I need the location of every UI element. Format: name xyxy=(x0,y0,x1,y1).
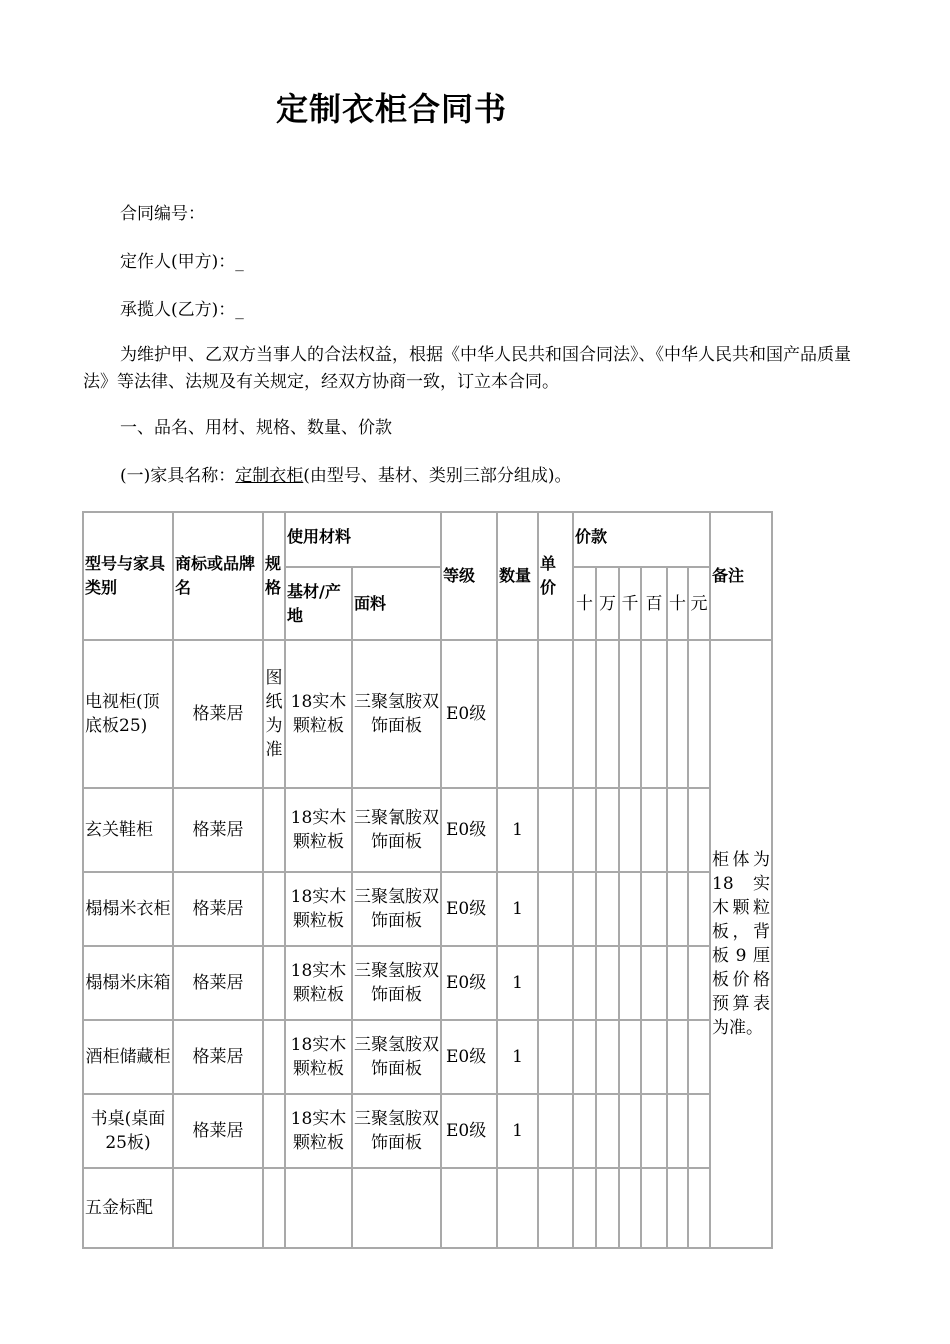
cell-amount-digit xyxy=(667,1020,688,1094)
cell-model: 电视柜(顶底板25) xyxy=(83,640,173,788)
cell-amount-digit xyxy=(573,788,596,872)
cell-quantity xyxy=(497,640,538,788)
document-title: 定制衣柜合同书 xyxy=(276,90,508,128)
place-ten-thousands-x10: 十 xyxy=(573,567,596,640)
cell-model: 五金标配 xyxy=(83,1168,173,1248)
cell-amount-digit xyxy=(596,1168,619,1248)
cell-amount-digit xyxy=(641,872,667,946)
party-a-blank: _ xyxy=(235,252,244,272)
cell-spec xyxy=(263,1094,285,1168)
cell-amount-digit xyxy=(688,1168,710,1248)
table-row xyxy=(83,1168,772,1248)
cell-spec xyxy=(263,1168,285,1248)
cell-substrate: 18实木颗粒板 xyxy=(285,872,352,946)
party-a-line xyxy=(120,250,244,274)
party-b-label: 承揽人(乙方)： xyxy=(120,300,236,320)
cell-grade: E0级 xyxy=(441,1094,497,1168)
cell-amount-digit xyxy=(688,788,710,872)
cell-amount-digit xyxy=(596,1094,619,1168)
header-note: 备注 xyxy=(710,512,772,640)
cell-grade: E0级 xyxy=(441,640,497,788)
cell-model: 酒柜储藏柜 xyxy=(83,1020,173,1094)
cell-note: 柜体为18 实木颗粒板，背板9厘板价格预算表为准。 xyxy=(710,640,772,1248)
item-1-name: 定制衣柜 xyxy=(235,466,304,486)
cell-amount-digit xyxy=(596,1020,619,1094)
product-table xyxy=(82,511,773,1249)
contract-number-line xyxy=(120,202,205,226)
cell-amount-digit xyxy=(688,872,710,946)
cell-quantity: 1 xyxy=(497,946,538,1020)
cell-amount-digit xyxy=(667,1094,688,1168)
cell-amount-digit xyxy=(688,946,710,1020)
cell-substrate xyxy=(285,1168,352,1248)
cell-spec xyxy=(263,1020,285,1094)
cell-amount-digit xyxy=(573,872,596,946)
contract-number-label: 合同编号： xyxy=(120,204,205,224)
cell-unit-price xyxy=(538,1094,573,1168)
cell-grade: E0级 xyxy=(441,788,497,872)
cell-amount-digit xyxy=(619,640,641,788)
cell-amount-digit xyxy=(573,946,596,1020)
cell-quantity: 1 xyxy=(497,1020,538,1094)
cell-amount-digit xyxy=(688,1020,710,1094)
cell-amount-digit xyxy=(596,872,619,946)
cell-amount-digit xyxy=(596,640,619,788)
cell-spec xyxy=(263,946,285,1020)
cell-facing: 三聚氢胺双饰面板 xyxy=(352,872,441,946)
cell-brand: 格莱居 xyxy=(173,1020,263,1094)
cell-amount-digit xyxy=(619,1094,641,1168)
cell-amount-digit xyxy=(667,788,688,872)
cell-grade xyxy=(441,1168,497,1248)
cell-facing: 三聚氢胺双饰面板 xyxy=(352,1020,441,1094)
cell-amount-digit xyxy=(667,640,688,788)
cell-grade: E0级 xyxy=(441,872,497,946)
table-row xyxy=(83,788,772,872)
header-facing: 面料 xyxy=(352,567,441,640)
header-model: 型号与家具类别 xyxy=(83,512,173,640)
party-a-label: 定作人(甲方)： xyxy=(120,252,236,272)
cell-unit-price xyxy=(538,1020,573,1094)
cell-amount-digit xyxy=(667,946,688,1020)
party-b-blank: _ xyxy=(235,300,244,320)
place-hundreds: 百 xyxy=(641,567,667,640)
table-row xyxy=(83,1094,772,1168)
cell-unit-price xyxy=(538,788,573,872)
cell-substrate: 18实木颗粒板 xyxy=(285,788,352,872)
table-row xyxy=(83,872,772,946)
cell-brand: 格莱居 xyxy=(173,640,263,788)
cell-spec: 图纸为准 xyxy=(263,640,285,788)
cell-amount-digit xyxy=(641,1020,667,1094)
cell-model: 榻榻米床箱 xyxy=(83,946,173,1020)
cell-amount-digit xyxy=(641,946,667,1020)
place-tens: 十 xyxy=(667,567,688,640)
cell-model: 玄关鞋柜 xyxy=(83,788,173,872)
cell-unit-price xyxy=(538,946,573,1020)
header-quantity: 数量 xyxy=(497,512,538,640)
cell-brand xyxy=(173,1168,263,1248)
cell-quantity: 1 xyxy=(497,1094,538,1168)
cell-amount-digit xyxy=(619,788,641,872)
cell-amount-digit xyxy=(573,1020,596,1094)
cell-unit-price xyxy=(538,1168,573,1248)
header-substrate: 基材/产地 xyxy=(285,567,352,640)
cell-amount-digit xyxy=(619,1020,641,1094)
preamble-paragraph: 为维护甲、乙双方当事人的合法权益，根据《中华人民共和国合同法》、《中华人民共和国产品质量法》等法律、法规及有关规定，经双方协商一致，订立本合同。 xyxy=(83,345,851,392)
cell-facing: 三聚氢胺双饰面板 xyxy=(352,946,441,1020)
cell-spec xyxy=(263,872,285,946)
cell-model: 榻榻米衣柜 xyxy=(83,872,173,946)
header-brand: 商标或品牌名 xyxy=(173,512,263,640)
cell-amount-digit xyxy=(688,1094,710,1168)
place-thousands: 千 xyxy=(619,567,641,640)
cell-quantity: 1 xyxy=(497,788,538,872)
cell-unit-price xyxy=(538,640,573,788)
section-1-heading: 一、品名、用材、规格、数量、价款 xyxy=(120,418,392,438)
cell-substrate: 18实木颗粒板 xyxy=(285,946,352,1020)
cell-amount-digit xyxy=(596,946,619,1020)
item-1-suffix: (由型号、基材、类别三部分组成)。 xyxy=(303,466,572,486)
cell-facing xyxy=(352,1168,441,1248)
header-spec: 规格 xyxy=(263,512,285,640)
cell-facing: 三聚氢胺双饰面板 xyxy=(352,640,441,788)
cell-amount-digit xyxy=(641,1168,667,1248)
cell-amount-digit xyxy=(667,1168,688,1248)
cell-amount-digit xyxy=(641,640,667,788)
cell-brand: 格莱居 xyxy=(173,788,263,872)
table-row xyxy=(83,640,772,788)
place-ten-thousands: 万 xyxy=(596,567,619,640)
table-row xyxy=(83,1020,772,1094)
header-grade: 等级 xyxy=(441,512,497,640)
cell-amount-digit xyxy=(688,640,710,788)
item-1-line xyxy=(120,464,572,488)
cell-quantity: 1 xyxy=(497,872,538,946)
header-amount: 价款 xyxy=(573,512,710,567)
table-row xyxy=(83,946,772,1020)
cell-amount-digit xyxy=(573,1168,596,1248)
cell-amount-digit xyxy=(641,788,667,872)
cell-model: 书桌(桌面25板) xyxy=(83,1094,173,1168)
cell-grade: E0级 xyxy=(441,946,497,1020)
cell-amount-digit xyxy=(619,872,641,946)
cell-amount-digit xyxy=(573,1094,596,1168)
cell-brand: 格莱居 xyxy=(173,946,263,1020)
cell-substrate: 18实木颗粒板 xyxy=(285,1094,352,1168)
cell-unit-price xyxy=(538,872,573,946)
cell-spec xyxy=(263,788,285,872)
cell-amount-digit xyxy=(596,788,619,872)
cell-brand: 格莱居 xyxy=(173,1094,263,1168)
cell-amount-digit xyxy=(619,946,641,1020)
cell-brand: 格莱居 xyxy=(173,872,263,946)
cell-grade: E0级 xyxy=(441,1020,497,1094)
party-b-line xyxy=(120,298,244,322)
place-yuan: 元 xyxy=(688,567,710,640)
item-1-prefix: (一)家具名称： xyxy=(120,466,236,486)
header-materials: 使用材料 xyxy=(285,512,441,567)
cell-substrate: 18实木颗粒板 xyxy=(285,1020,352,1094)
cell-amount-digit xyxy=(573,640,596,788)
header-unit-price: 单价 xyxy=(538,512,573,640)
cell-quantity xyxy=(497,1168,538,1248)
cell-amount-digit xyxy=(619,1168,641,1248)
cell-amount-digit xyxy=(641,1094,667,1168)
cell-substrate: 18实木颗粒板 xyxy=(285,640,352,788)
cell-amount-digit xyxy=(667,872,688,946)
cell-facing: 三聚氢胺双饰面板 xyxy=(352,1094,441,1168)
cell-facing: 三聚氰胺双饰面板 xyxy=(352,788,441,872)
